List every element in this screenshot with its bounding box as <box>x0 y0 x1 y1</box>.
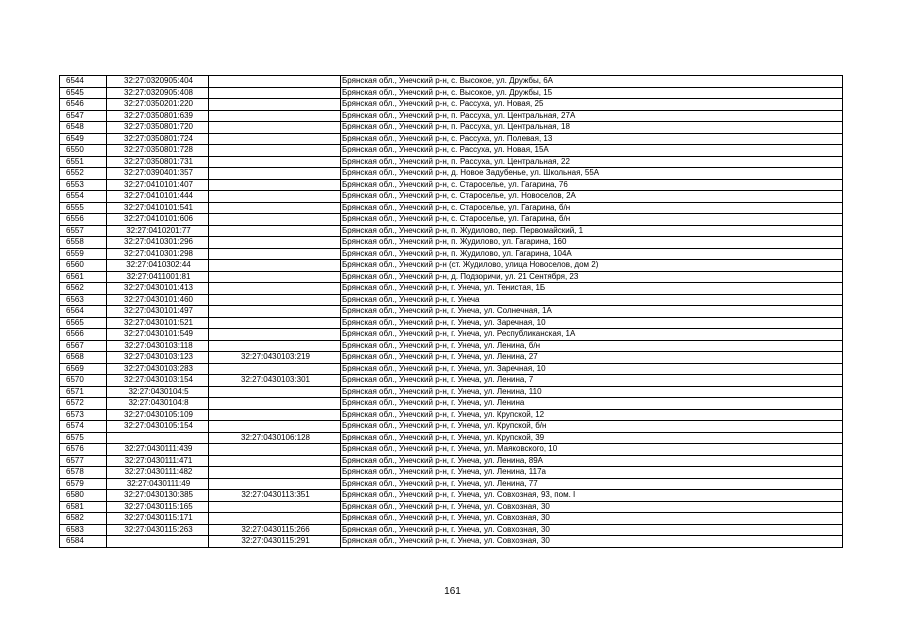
address-cell: Брянская обл., Унечский р-н, с. Рассуха, ул. Полевая, 13 <box>341 133 843 145</box>
address-cell: Брянская обл., Унечский р-н, г. Унеча, ул. Совхозная, 30 <box>341 524 843 536</box>
related-cadastral-number-cell <box>209 133 341 145</box>
row-number-cell: 6557 <box>60 225 107 237</box>
cadastral-number-cell: 32:27:0430103:283 <box>107 363 209 375</box>
registry-table-body <box>60 76 843 548</box>
address-cell: Брянская обл., Унечский р-н, г. Унеча, ул. Ленина, 110 <box>341 386 843 398</box>
address-cell: Брянская обл., Унечский р-н, с. Высокое, ул. Дружбы, 15 <box>341 87 843 99</box>
related-cadastral-number-cell <box>209 260 341 272</box>
address-cell: Брянская обл., Унечский р-н, с. Староселье, ул. Гагарина, б/н <box>341 202 843 214</box>
table-row <box>60 225 843 237</box>
table-row <box>60 248 843 260</box>
related-cadastral-number-cell <box>209 478 341 490</box>
cadastral-number-cell: 32:27:0430105:109 <box>107 409 209 421</box>
related-cadastral-number-cell <box>209 398 341 410</box>
address-cell: Брянская обл., Унечский р-н, г. Унеча, ул. Ленина, 27 <box>341 352 843 364</box>
address-cell: Брянская обл., Унечский р-н, г. Унеча, ул. Крупской, 39 <box>341 432 843 444</box>
related-cadastral-number-cell <box>209 283 341 295</box>
row-number-cell: 6555 <box>60 202 107 214</box>
address-cell: Брянская обл., Унечский р-н, г. Унеча, ул. Ленина, 89А <box>341 455 843 467</box>
related-cadastral-number-cell <box>209 191 341 203</box>
related-cadastral-number-cell <box>209 168 341 180</box>
table-row <box>60 340 843 352</box>
related-cadastral-number-cell: 32:27:0430113:351 <box>209 490 341 502</box>
table-row <box>60 467 843 479</box>
address-cell: Брянская обл., Унечский р-н, г. Унеча, ул. Солнечная, 1А <box>341 306 843 318</box>
address-cell: Брянская обл., Унечский р-н, г. Унеча, ул. Маяковского, 10 <box>341 444 843 456</box>
address-cell: Брянская обл., Унечский р-н, г. Унеча, ул. Совхозная, 30 <box>341 513 843 525</box>
row-number-cell: 6560 <box>60 260 107 272</box>
address-cell: Брянская обл., Унечский р-н, п. Рассуха, ул. Центральная, 18 <box>341 122 843 134</box>
row-number-cell: 6552 <box>60 168 107 180</box>
related-cadastral-number-cell <box>209 248 341 260</box>
address-cell: Брянская обл., Унечский р-н, с. Староселье, ул. Гагарина, 76 <box>341 179 843 191</box>
cadastral-number-cell: 32:27:0430111:439 <box>107 444 209 456</box>
table-row <box>60 133 843 145</box>
row-number-cell: 6554 <box>60 191 107 203</box>
related-cadastral-number-cell <box>209 386 341 398</box>
row-number-cell: 6553 <box>60 179 107 191</box>
cadastral-number-cell: 32:27:0430103:118 <box>107 340 209 352</box>
cadastral-number-cell: 32:27:0430101:497 <box>107 306 209 318</box>
cadastral-number-cell: 32:27:0410101:541 <box>107 202 209 214</box>
table-row <box>60 260 843 272</box>
cadastral-number-cell: 32:27:0410301:296 <box>107 237 209 249</box>
row-number-cell: 6573 <box>60 409 107 421</box>
address-cell: Брянская обл., Унечский р-н, г. Унеча, ул. Республиканская, 1А <box>341 329 843 341</box>
cadastral-number-cell <box>107 432 209 444</box>
row-number-cell: 6572 <box>60 398 107 410</box>
related-cadastral-number-cell: 32:27:0430115:266 <box>209 524 341 536</box>
address-cell: Брянская обл., Унечский р-н, г. Унеча, ул. Ленина, 7 <box>341 375 843 387</box>
related-cadastral-number-cell <box>209 306 341 318</box>
row-number-cell: 6568 <box>60 352 107 364</box>
table-row <box>60 179 843 191</box>
row-number-cell: 6571 <box>60 386 107 398</box>
address-cell: Брянская обл., Унечский р-н, г. Унеча, ул. Ленина, б/н <box>341 340 843 352</box>
address-cell: Брянская обл., Унечский р-н, п. Жудилово, ул. Гагарина, 160 <box>341 237 843 249</box>
row-number-cell: 6547 <box>60 110 107 122</box>
cadastral-number-cell: 32:27:0411001:81 <box>107 271 209 283</box>
related-cadastral-number-cell <box>209 156 341 168</box>
address-cell: Брянская обл., Унечский р-н, д. Новое Задубенье, ул. Школьная, 55А <box>341 168 843 180</box>
cadastral-number-cell: 32:27:0410101:606 <box>107 214 209 226</box>
row-number-cell: 6544 <box>60 76 107 88</box>
row-number-cell: 6578 <box>60 467 107 479</box>
table-row <box>60 283 843 295</box>
cadastral-number-cell: 32:27:0430104:8 <box>107 398 209 410</box>
table-row <box>60 329 843 341</box>
cadastral-number-cell: 32:27:0430111:471 <box>107 455 209 467</box>
cadastral-number-cell: 32:27:0350801:639 <box>107 110 209 122</box>
table-row <box>60 386 843 398</box>
cadastral-number-cell: 32:27:0430103:123 <box>107 352 209 364</box>
related-cadastral-number-cell <box>209 363 341 375</box>
address-cell: Брянская обл., Унечский р-н, г. Унеча, ул. Совхозная, 30 <box>341 501 843 513</box>
row-number-cell: 6566 <box>60 329 107 341</box>
related-cadastral-number-cell <box>209 202 341 214</box>
table-row <box>60 398 843 410</box>
cadastral-number-cell <box>107 536 209 548</box>
row-number-cell: 6545 <box>60 87 107 99</box>
cadastral-number-cell: 32:27:0430101:413 <box>107 283 209 295</box>
row-number-cell: 6576 <box>60 444 107 456</box>
row-number-cell: 6584 <box>60 536 107 548</box>
row-number-cell: 6577 <box>60 455 107 467</box>
cadastral-number-cell: 32:27:0430103:154 <box>107 375 209 387</box>
table-row <box>60 513 843 525</box>
table-row <box>60 294 843 306</box>
cadastral-number-cell: 32:27:0430130:385 <box>107 490 209 502</box>
cadastral-number-cell: 32:27:0430115:165 <box>107 501 209 513</box>
table-row <box>60 87 843 99</box>
table-row <box>60 421 843 433</box>
table-row <box>60 536 843 548</box>
cadastral-number-cell: 32:27:0430115:171 <box>107 513 209 525</box>
registry-table <box>59 75 843 548</box>
address-cell: Брянская обл., Унечский р-н, г. Унеча, ул. Ленина <box>341 398 843 410</box>
row-number-cell: 6582 <box>60 513 107 525</box>
address-cell: Брянская обл., Унечский р-н, п. Рассуха, ул. Центральная, 22 <box>341 156 843 168</box>
row-number-cell: 6563 <box>60 294 107 306</box>
cadastral-number-cell: 32:27:0430101:460 <box>107 294 209 306</box>
cadastral-number-cell: 32:27:0350801:720 <box>107 122 209 134</box>
row-number-cell: 6581 <box>60 501 107 513</box>
address-cell: Брянская обл., Унечский р-н, п. Рассуха, ул. Центральная, 27А <box>341 110 843 122</box>
page-number: 161 <box>444 586 461 597</box>
row-number-cell: 6580 <box>60 490 107 502</box>
address-cell: Брянская обл., Унечский р-н, г. Унеча, ул. Ленина, 77 <box>341 478 843 490</box>
related-cadastral-number-cell <box>209 444 341 456</box>
table-row <box>60 524 843 536</box>
address-cell: Брянская обл., Унечский р-н (ст. Жудилово, улица Новоселов, дом 2) <box>341 260 843 272</box>
row-number-cell: 6558 <box>60 237 107 249</box>
related-cadastral-number-cell: 32:27:0430106:128 <box>209 432 341 444</box>
related-cadastral-number-cell <box>209 455 341 467</box>
address-cell: Брянская обл., Унечский р-н, с. Староселье, ул. Новоселов, 2А <box>341 191 843 203</box>
related-cadastral-number-cell <box>209 340 341 352</box>
cadastral-number-cell: 32:27:0350201:220 <box>107 99 209 111</box>
table-row <box>60 317 843 329</box>
cadastral-number-cell: 32:27:0410201:77 <box>107 225 209 237</box>
related-cadastral-number-cell <box>209 99 341 111</box>
table-row <box>60 145 843 157</box>
table-row <box>60 409 843 421</box>
address-cell: Брянская обл., Унечский р-н, с. Рассуха, ул. Новая, 25 <box>341 99 843 111</box>
row-number-cell: 6559 <box>60 248 107 260</box>
related-cadastral-number-cell: 32:27:0430103:219 <box>209 352 341 364</box>
related-cadastral-number-cell <box>209 409 341 421</box>
related-cadastral-number-cell <box>209 87 341 99</box>
cadastral-number-cell: 32:27:0320905:408 <box>107 87 209 99</box>
table-row <box>60 99 843 111</box>
table-row <box>60 214 843 226</box>
related-cadastral-number-cell <box>209 214 341 226</box>
row-number-cell: 6575 <box>60 432 107 444</box>
table-row <box>60 478 843 490</box>
table-row <box>60 202 843 214</box>
related-cadastral-number-cell <box>209 501 341 513</box>
cadastral-number-cell: 32:27:0430115:263 <box>107 524 209 536</box>
related-cadastral-number-cell <box>209 145 341 157</box>
related-cadastral-number-cell <box>209 467 341 479</box>
address-cell: Брянская обл., Унечский р-н, г. Унеча, ул. Ленина, 117а <box>341 467 843 479</box>
related-cadastral-number-cell: 32:27:0430115:291 <box>209 536 341 548</box>
address-cell: Брянская обл., Унечский р-н, г. Унеча, ул. Заречная, 10 <box>341 363 843 375</box>
related-cadastral-number-cell <box>209 271 341 283</box>
related-cadastral-number-cell <box>209 122 341 134</box>
address-cell: Брянская обл., Унечский р-н, г. Унеча, ул. Совхозная, 30 <box>341 536 843 548</box>
table-row <box>60 237 843 249</box>
table-row <box>60 156 843 168</box>
cadastral-number-cell: 32:27:0350801:724 <box>107 133 209 145</box>
table-row <box>60 76 843 88</box>
row-number-cell: 6562 <box>60 283 107 295</box>
row-number-cell: 6574 <box>60 421 107 433</box>
address-cell: Брянская обл., Унечский р-н, п. Жудилово, ул. Гагарина, 104А <box>341 248 843 260</box>
related-cadastral-number-cell <box>209 513 341 525</box>
address-cell: Брянская обл., Унечский р-н, г. Унеча, ул. Совхозная, 93, пом. I <box>341 490 843 502</box>
row-number-cell: 6551 <box>60 156 107 168</box>
cadastral-number-cell: 32:27:0410101:444 <box>107 191 209 203</box>
address-cell: Брянская обл., Унечский р-н, г. Унеча <box>341 294 843 306</box>
row-number-cell: 6570 <box>60 375 107 387</box>
cadastral-number-cell: 32:27:0410302:44 <box>107 260 209 272</box>
related-cadastral-number-cell <box>209 237 341 249</box>
table-row <box>60 444 843 456</box>
cadastral-number-cell: 32:27:0390401:357 <box>107 168 209 180</box>
address-cell: Брянская обл., Унечский р-н, г. Унеча, ул. Заречная, 10 <box>341 317 843 329</box>
related-cadastral-number-cell <box>209 110 341 122</box>
cadastral-number-cell: 32:27:0410301:298 <box>107 248 209 260</box>
row-number-cell: 6561 <box>60 271 107 283</box>
row-number-cell: 6564 <box>60 306 107 318</box>
cadastral-number-cell: 32:27:0430111:482 <box>107 467 209 479</box>
address-cell: Брянская обл., Унечский р-н, д. Подзоричи, ул. 21 Сентября, 23 <box>341 271 843 283</box>
table-row <box>60 306 843 318</box>
table-row <box>60 432 843 444</box>
row-number-cell: 6567 <box>60 340 107 352</box>
related-cadastral-number-cell <box>209 329 341 341</box>
cadastral-number-cell: 32:27:0350801:728 <box>107 145 209 157</box>
address-cell: Брянская обл., Унечский р-н, г. Унеча, ул. Крупской, 12 <box>341 409 843 421</box>
related-cadastral-number-cell <box>209 225 341 237</box>
cadastral-number-cell: 32:27:0430105:154 <box>107 421 209 433</box>
related-cadastral-number-cell <box>209 317 341 329</box>
address-cell: Брянская обл., Унечский р-н, с. Староселье, ул. Гагарина, б/н <box>341 214 843 226</box>
address-cell: Брянская обл., Унечский р-н, п. Жудилово, пер. Первомайский, 1 <box>341 225 843 237</box>
address-cell: Брянская обл., Унечский р-н, г. Унеча, ул. Тенистая, 1Б <box>341 283 843 295</box>
related-cadastral-number-cell <box>209 76 341 88</box>
related-cadastral-number-cell <box>209 179 341 191</box>
table-row <box>60 191 843 203</box>
table-row <box>60 375 843 387</box>
cadastral-number-cell: 32:27:0430101:521 <box>107 317 209 329</box>
cadastral-number-cell: 32:27:0320905:404 <box>107 76 209 88</box>
row-number-cell: 6565 <box>60 317 107 329</box>
row-number-cell: 6556 <box>60 214 107 226</box>
address-cell: Брянская обл., Унечский р-н, г. Унеча, ул. Крупской, б/н <box>341 421 843 433</box>
row-number-cell: 6548 <box>60 122 107 134</box>
address-cell: Брянская обл., Унечский р-н, с. Рассуха, ул. Новая, 15А <box>341 145 843 157</box>
table-row <box>60 122 843 134</box>
row-number-cell: 6549 <box>60 133 107 145</box>
row-number-cell: 6583 <box>60 524 107 536</box>
cadastral-number-cell: 32:27:0430104:5 <box>107 386 209 398</box>
cadastral-number-cell: 32:27:0410101:407 <box>107 179 209 191</box>
table-row <box>60 490 843 502</box>
table-row <box>60 501 843 513</box>
address-cell: Брянская обл., Унечский р-н, с. Высокое, ул. Дружбы, 6А <box>341 76 843 88</box>
cadastral-number-cell: 32:27:0430101:549 <box>107 329 209 341</box>
row-number-cell: 6579 <box>60 478 107 490</box>
row-number-cell: 6550 <box>60 145 107 157</box>
row-number-cell: 6546 <box>60 99 107 111</box>
table-row <box>60 352 843 364</box>
table-row <box>60 271 843 283</box>
cadastral-number-cell: 32:27:0350801:731 <box>107 156 209 168</box>
related-cadastral-number-cell: 32:27:0430103:301 <box>209 375 341 387</box>
row-number-cell: 6569 <box>60 363 107 375</box>
table-row <box>60 363 843 375</box>
related-cadastral-number-cell <box>209 421 341 433</box>
related-cadastral-number-cell <box>209 294 341 306</box>
table-row <box>60 110 843 122</box>
table-row <box>60 168 843 180</box>
table-row <box>60 455 843 467</box>
cadastral-number-cell: 32:27:0430111:49 <box>107 478 209 490</box>
